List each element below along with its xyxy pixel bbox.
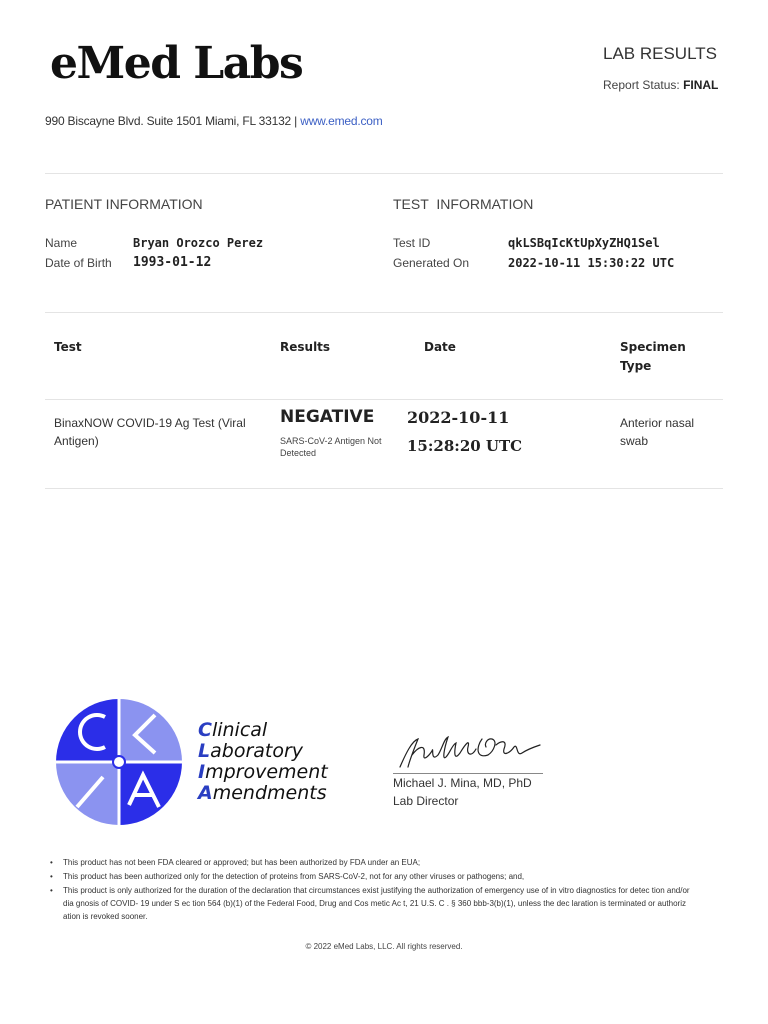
patient-section-title: PATIENT INFORMATION — [45, 196, 203, 212]
copyright-footer: © 2022 eMed Labs, LLC. All rights reserved. — [305, 942, 463, 951]
clia-word-2: Laboratory — [198, 740, 304, 762]
test-name-line1: BinaxNOW COVID-19 Ag Test (Viral — [54, 416, 246, 430]
lab-address — [45, 114, 383, 128]
disclaimer-item: • This product has not been FDA cleared or approved; but has been authorized by FDA under an EUA; — [50, 856, 700, 869]
name-label: Name — [45, 236, 78, 250]
test-id-value: qkLSBqIcKtUpXyZHQ1Sel — [508, 236, 660, 250]
divider — [45, 399, 723, 400]
disclaimer-item: • This product is only authorized for the duration of the declaration that circumstances exist justifying the authorization of emergency use of in vitro diagnostics for detec tion and/or dia gnosis of COVID- 19 under S ec tion 564 (b)(1) of the Federal Food, Drug and Cos metic Ac t, 21 U.S. C . § 360 bbb-3(b)(1), unless the dec laration is terminated or authoriz ation is revoked sooner. — [50, 884, 700, 923]
result-detail-line1: SARS-CoV-2 Antigen Not — [280, 436, 382, 446]
disclaimer-item: • This product has been authorized only for the detection of proteins from SARS-CoV-2, not for any other viruses or pathogens; and, — [50, 870, 700, 883]
divider — [45, 173, 723, 174]
col-header-test: Test — [54, 340, 82, 354]
clia-quadrant-tl — [55, 697, 119, 762]
signature-image — [396, 733, 546, 773]
report-status — [603, 78, 718, 92]
clia-word-3: Improvement — [198, 761, 328, 783]
clia-word-1: Clinical — [198, 719, 268, 741]
report-status-label: Report Status: — [603, 78, 680, 92]
test-id-label: Test ID — [393, 236, 431, 250]
brand-logo: eMed Labs — [50, 38, 303, 89]
result-detail-line2: Detected — [280, 448, 317, 458]
dob-label: Date of Birth — [45, 256, 112, 270]
result-time: 15:28:20 UTC — [407, 437, 523, 455]
specimen-cell — [620, 414, 694, 450]
col-header-results: Results — [280, 340, 331, 354]
test-section-title: TEST INFORMATION — [393, 196, 534, 212]
col-header-date: Date — [424, 340, 456, 354]
clia-wordmark — [198, 720, 328, 804]
specimen-line2: swab — [620, 434, 649, 448]
website-link[interactable]: www.emed.com — [300, 114, 383, 128]
test-name-line2: Antigen) — [54, 434, 99, 448]
document-title: LAB RESULTS — [603, 44, 718, 63]
clia-word-4: Amendments — [198, 782, 327, 804]
signer-name: Michael J. Mina, MD, PhD — [393, 776, 532, 790]
clia-quadrant-tr — [119, 697, 183, 762]
col-header-specimen-line2: Type — [620, 359, 652, 373]
report-status-value: FINAL — [683, 78, 719, 92]
test-name-cell — [54, 414, 246, 450]
result-detail — [280, 435, 382, 459]
col-header-specimen — [620, 338, 686, 376]
signer-block — [393, 774, 532, 810]
name-value: Bryan Orozco Perez — [133, 236, 264, 250]
dob-value: 1993-01-12 — [133, 255, 212, 270]
specimen-line1: Anterior nasal — [620, 416, 695, 430]
col-header-specimen-line1: Specimen — [620, 340, 686, 354]
generated-label: Generated On — [393, 256, 470, 270]
signer-title: Lab Director — [393, 794, 459, 808]
generated-value: 2022-10-11 15:30:22 UTC — [508, 256, 675, 270]
result-date: 2022-10-11 — [407, 408, 510, 427]
address-text: 990 Biscayne Blvd. Suite 1501 Miami, FL 33132 | — [45, 114, 298, 128]
disclaimer-list — [50, 856, 700, 924]
result-value: NEGATIVE — [280, 407, 375, 427]
divider — [45, 312, 723, 313]
divider — [45, 488, 723, 489]
clia-logo — [55, 697, 183, 827]
